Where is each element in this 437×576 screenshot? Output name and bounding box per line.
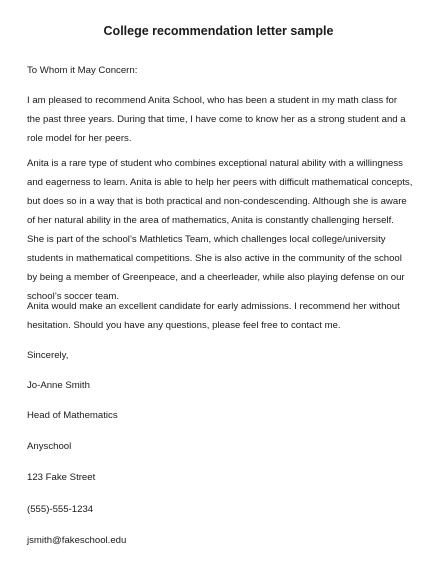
- letter-title: College recommendation letter sample: [103, 24, 334, 38]
- closing: Sincerely,: [27, 350, 69, 361]
- signature-position: Head of Mathematics: [27, 410, 118, 421]
- signature-school: Anyschool: [27, 441, 72, 452]
- signature-name: Jo-Anne Smith: [27, 380, 90, 391]
- paragraph-recommendation: Anita would make an excellent candidate for early admissions. I recommend her without hesitation. Should you have any questions, please feel free to contact me.: [27, 301, 400, 331]
- paragraph-qualities: Anita is a rare type of student who combines exceptional natural ability with a willingness and eagerness to learn. Anita is able to help her peers with difficult mathematical concepts, but does so in a way that is both practical and non-condescending. Although she is aware of her natural ability in the area of mathematics, Anita is constantly challenging herself. She is part of the school’s Mathletics Team, which challenges local college/university students in mathematical competitions. She is also active in the community of the school by being a member of Greenpeace, and a cheerleader, while also playing defense on our school’s soccer team.: [27, 158, 413, 302]
- signature-email[interactable]: jsmith@fakeschool.edu: [27, 535, 127, 546]
- signature-address: 123 Fake Street: [27, 472, 96, 483]
- paragraph-intro: I am pleased to recommend Anita School, who has been a student in my math class for the past three years. During that time, I have come to know her as a strong student and a role model for her peers.: [27, 95, 406, 144]
- salutation: To Whom it May Concern:: [27, 65, 138, 76]
- signature-phone: (555)-555-1234: [27, 504, 94, 515]
